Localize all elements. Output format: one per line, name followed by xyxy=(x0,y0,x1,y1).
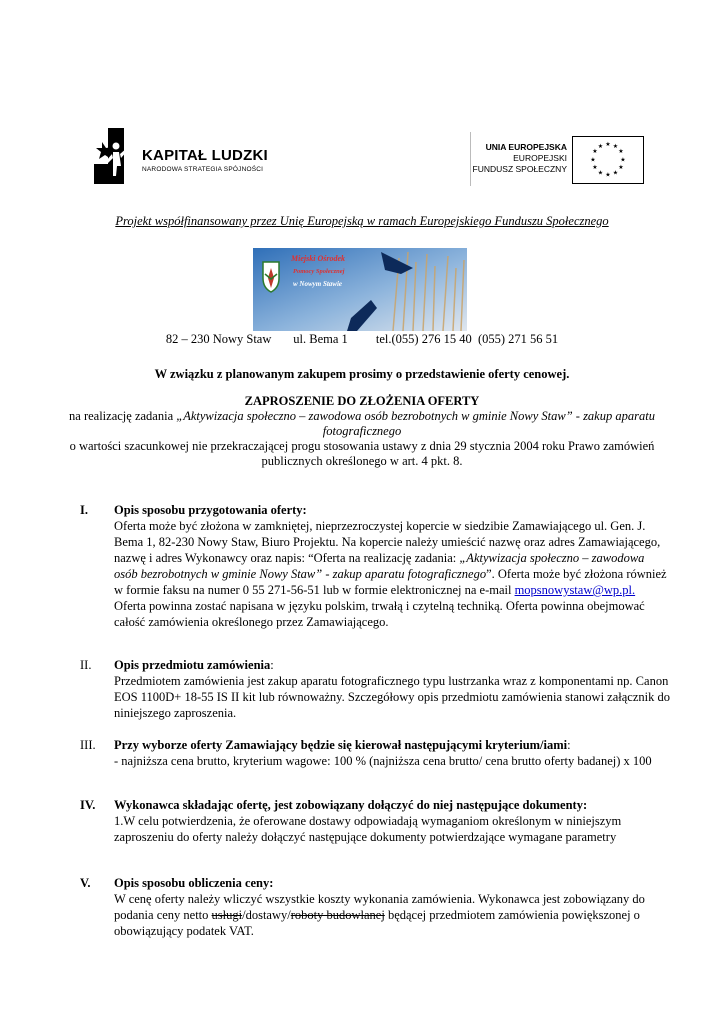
invitation-value: o wartości szacunkowej nie przekraczającej progu stosowania ustawy z dnia 29 stycznia 2004 roku Prawo zamówień publicznych określonego w art. 4 pkt. 8. xyxy=(69,439,655,468)
email-link[interactable]: mopsnowystaw@wp.pl. xyxy=(514,583,636,597)
svg-text:★: ★ xyxy=(605,171,611,179)
section-heading: Przy wyborze oferty Zamawiający będzie się kierował następującymi kryterium/iami xyxy=(114,738,568,752)
mops-banner xyxy=(253,248,467,331)
section-body: 1.W celu potwierdzenia, że oferowane dostawy odpowiadają wymaganiom określonym w niniejszym zaproszeniu do oferty należy dołączyć następujące dokumenty potwierdzające wymagane parametry xyxy=(114,814,622,844)
section-text: będącej przedmiotem zamówienia powiększonej o obowiązujący podatek VAT. xyxy=(114,908,640,938)
kapital-ludzki-icon xyxy=(94,128,132,184)
svg-text:★: ★ xyxy=(618,148,624,155)
section-body: - najniższa cena brutto, kryterium wagowe: 100 % (najniższa cena brutto/ cena brutto oferty badanej) x 100 xyxy=(114,754,652,768)
eu-line1: UNIA EUROPEJSKA xyxy=(485,142,567,152)
kapital-ludzki-logo xyxy=(94,128,284,186)
section-3 xyxy=(80,737,670,769)
svg-text:★: ★ xyxy=(618,164,624,171)
banner-line1: Miejski Ośrodek xyxy=(291,254,345,263)
svg-text:★: ★ xyxy=(612,143,619,150)
project-cofinancing-note: Projekt współfinansowany przez Unię Europejską w ramach Europejskiego Funduszu Społecznego xyxy=(115,214,609,228)
invitation-body xyxy=(60,409,664,469)
svg-text:★: ★ xyxy=(605,141,611,148)
section-body xyxy=(114,518,670,630)
section-number: III. xyxy=(80,738,96,752)
section-heading: Wykonawca składając ofertę, jest zobowiązany dołączyć do niej następujące dokumenty: xyxy=(114,798,588,812)
svg-text:★: ★ xyxy=(592,148,598,155)
section-number: II. xyxy=(80,658,92,672)
section-number: I. xyxy=(80,503,88,517)
svg-text:★: ★ xyxy=(620,156,626,164)
section-body: Przedmiotem zamówienia jest zakup aparatu fotograficznego typu lustrzanka wraz z komponentami np. Canon EOS 1100D+ 18-55 IS II kit lub równoważny. Szczegółowy opis przedmiotu zamówienia stanowi załącznik do niniejszego zaproszenia. xyxy=(114,674,670,720)
struck-text: usługi xyxy=(211,908,243,922)
banner-line3: w Nowym Stawie xyxy=(293,280,343,288)
section-number: IV. xyxy=(80,798,96,812)
eu-divider xyxy=(470,132,471,186)
section-text: W cenę oferty należy wliczyć wszystkie koszty wykonania zamówienia. Wykonawca jest zobowiązany do podania ceny netto xyxy=(114,892,645,922)
section-2 xyxy=(80,657,670,721)
eu-line2: EUROPEJSKI xyxy=(513,153,567,163)
section-heading: Opis przedmiotu zamówienia xyxy=(114,658,271,672)
section-text: /dostawy/ xyxy=(242,908,291,922)
intro-text: W związku z planowanym zakupem prosimy o przedstawienie oferty cenowej. xyxy=(154,367,570,381)
section-task-italic: „Aktywizacja społeczno – zawodowa osób bezrobotnych w gminie Nowy Staw” - zakup aparatu fotograficznego xyxy=(114,551,645,581)
section-body xyxy=(114,891,670,939)
section-4 xyxy=(80,797,670,845)
heading-colon: : xyxy=(270,658,274,672)
svg-text:★: ★ xyxy=(592,164,598,171)
invitation-title: ZAPROSZENIE DO ZŁOŻENIA OFERTY xyxy=(244,394,480,408)
section-heading: Opis sposobu przygotowania oferty: xyxy=(114,503,307,517)
kapital-ludzki-subtitle: NARODOWA STRATEGIA SPÓJNOŚCI xyxy=(142,166,264,173)
section-text: ”. Oferta może być złożona również w formie faksu na numer 0 55 271-56-51 lub w formie elektronicznej na e-mail xyxy=(114,567,667,597)
eu-flag-icon xyxy=(572,136,644,184)
invitation-task: „Aktywizacja społeczno – zawodowa osób bezrobotnych w gminie Nowy Staw” - zakup aparatu fotograficznego xyxy=(176,409,655,438)
struck-text: roboty budowlanej xyxy=(290,908,385,922)
svg-text:★: ★ xyxy=(612,169,619,177)
section-1 xyxy=(80,502,670,630)
mops-banner-image xyxy=(253,248,467,331)
section-heading: Opis sposobu obliczenia ceny: xyxy=(114,876,274,890)
section-text: Oferta powinna zostać napisana w języku polskim, trwałą i czytelną techniką. Oferta powinna obejmować całość zamówienia określonego przez Zamawiającego. xyxy=(114,599,645,629)
svg-text:★: ★ xyxy=(590,156,596,164)
svg-text:★: ★ xyxy=(597,169,604,177)
invitation-prefix: na realizację zadania xyxy=(69,409,177,423)
svg-text:★: ★ xyxy=(597,143,604,150)
section-number: V. xyxy=(80,876,91,890)
eu-line3: FUNDUSZ SPOŁECZNY xyxy=(472,164,567,174)
contact-address: 82 – 230 Nowy Staw ul. Bema 1 tel.(055) 276 15 40 (055) 271 56 51 xyxy=(165,332,559,346)
eu-logo xyxy=(470,132,645,186)
section-5 xyxy=(80,875,670,939)
banner-line2: Pomocy Społecznej xyxy=(293,268,345,275)
section-text: Oferta może być złożona w zamkniętej, nieprzezroczystej kopercie w siedzibie Zamawiającego ul. Gen. J. Bema 1, 82-230 Nowy Staw, Biuro Projektu. Na kopercie należy umieścić nazwę oraz adres Zamawiającego, nazwę i adres Wykonawcy oraz napis: “Oferta na realizację zadania: xyxy=(114,519,661,565)
eu-text xyxy=(473,142,567,175)
heading-colon: : xyxy=(567,738,571,752)
kapital-ludzki-title: KAPITAŁ LUDZKI xyxy=(142,147,268,164)
